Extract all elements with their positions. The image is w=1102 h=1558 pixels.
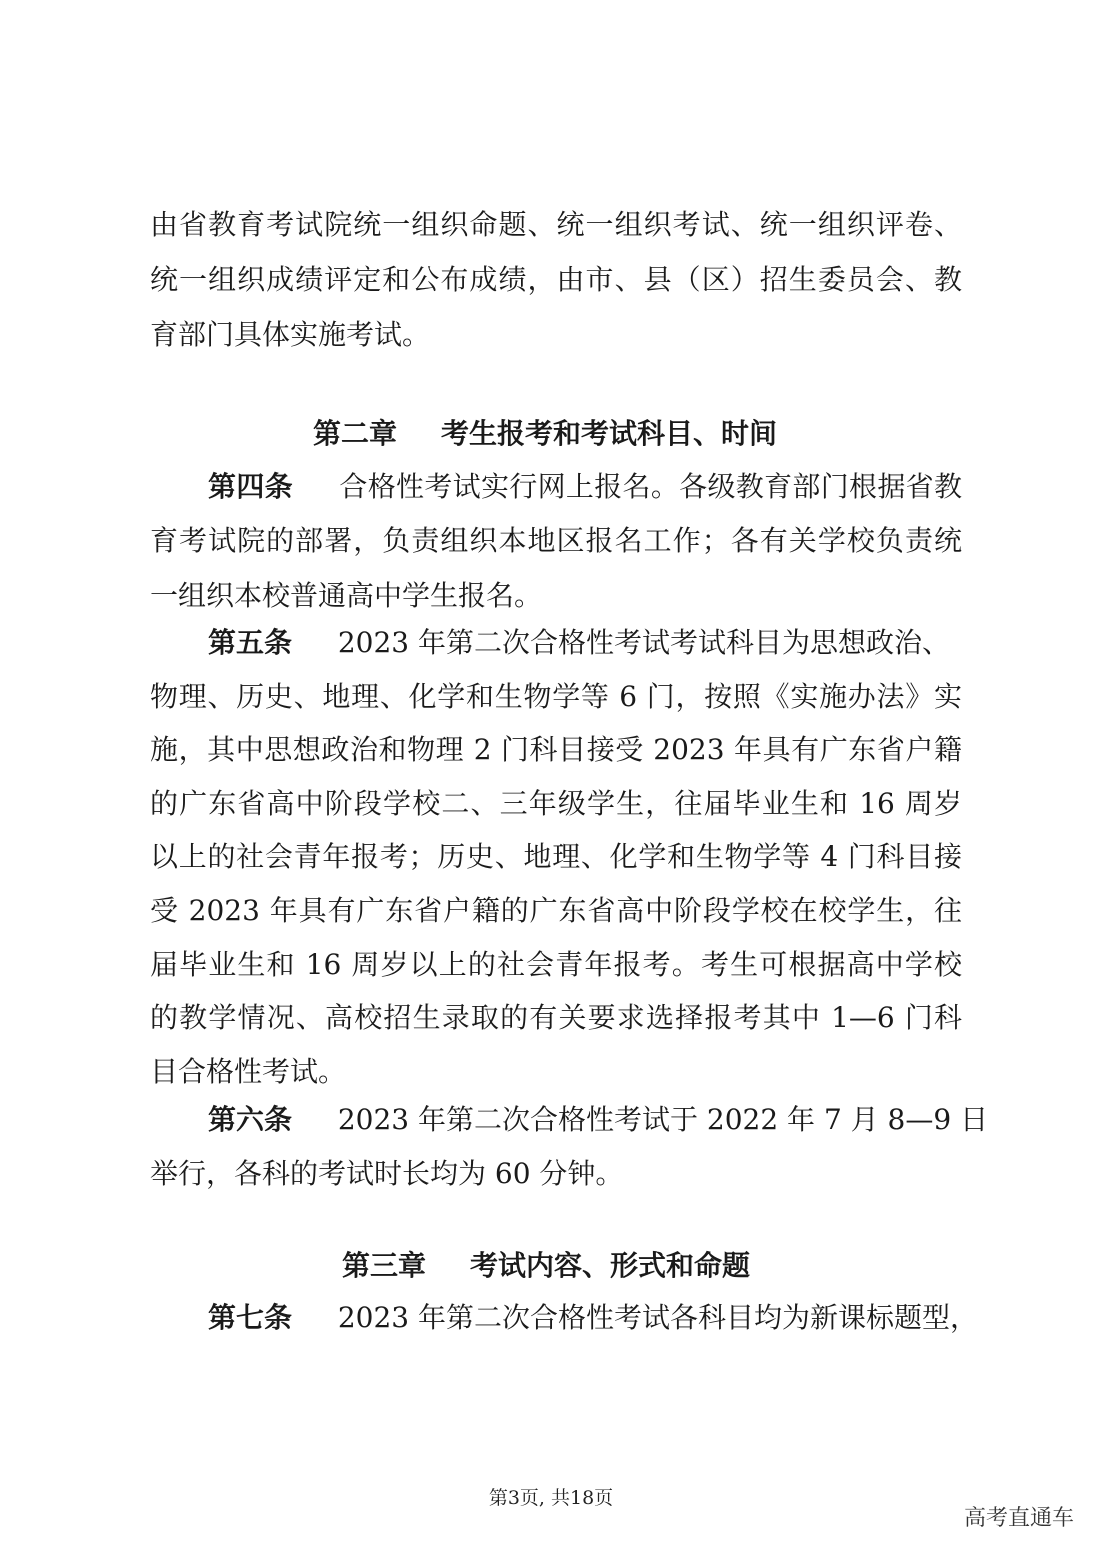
chapter-2-number: 第二章 (313, 417, 398, 450)
article-4-line-2: 育考试院的部署，负责组织本地区报名工作；各有关学校负责统 (150, 524, 962, 557)
chapter-3-number: 第三章 (342, 1249, 427, 1282)
chapter-2-title: 考生报考和考试科目、时间 (441, 417, 778, 450)
article-5-line-2: 物理、历史、地理、化学和生物学等 6 门，按照《实施办法》实 (150, 680, 962, 713)
chapter-3-title: 考试内容、形式和命题 (470, 1249, 751, 1282)
chapter-3-heading (342, 1246, 750, 1286)
article-7-text-1: 2023 年第二次合格性考试各科目均为新课标题型， (337, 1301, 978, 1334)
page-number-footer: 第3页, 共18页 (488, 1487, 614, 1509)
article-4-line-3: 一组织本校普通高中学生报名。 (150, 579, 543, 612)
article-5-text-1: 2023 年第二次合格性考试考试科目为思想政治、 (337, 626, 950, 659)
article-4-line-1 (208, 467, 962, 507)
article-6-label: 第六条 (208, 1103, 293, 1136)
article-5-line-1 (208, 623, 950, 663)
article-6-text-1: 2023 年第二次合格性考试于 2022 年 7 月 8—9 日 (337, 1103, 989, 1136)
article-5-line-4: 的广东省高中阶段学校二、三年级学生，往届毕业生和 16 周岁 (150, 787, 962, 820)
chapter-2-heading (313, 414, 777, 454)
article-6-line-2: 举行，各科的考试时长均为 60 分钟。 (150, 1157, 624, 1190)
source-watermark: 高考直通车 (964, 1506, 1075, 1531)
article-5-line-5: 以上的社会青年报考；历史、地理、化学和生物学等 4 门科目接 (150, 840, 962, 873)
intro-line-3: 育部门具体实施考试。 (150, 318, 431, 351)
intro-line-2: 统一组织成绩评定和公布成绩，由市、县（区）招生委员会、教 (150, 263, 962, 296)
intro-line-1: 由省教育考试院统一组织命题、统一组织考试、统一组织评卷、 (150, 208, 962, 241)
article-7-label: 第七条 (208, 1301, 293, 1334)
article-4-text-1: 合格性考试实行网上报名。各级教育部门根据省教 (339, 470, 962, 503)
article-5-line-3: 施，其中思想政治和物理 2 门科目接受 2023 年具有广东省户籍 (150, 733, 962, 766)
article-4-label: 第四条 (208, 470, 293, 503)
article-5-line-7: 届毕业生和 16 周岁以上的社会青年报考。考生可根据高中学校 (150, 948, 962, 981)
article-6-line-1 (208, 1100, 989, 1140)
article-5-line-8: 的教学情况、高校招生录取的有关要求选择报考其中 1—6 门科 (150, 1001, 962, 1034)
article-5-line-6: 受 2023 年具有广东省户籍的广东省高中阶段学校在校学生，往 (150, 894, 962, 927)
article-5-label: 第五条 (208, 626, 293, 659)
article-5-line-9: 目合格性考试。 (150, 1055, 347, 1088)
article-7-line-1 (208, 1298, 978, 1338)
